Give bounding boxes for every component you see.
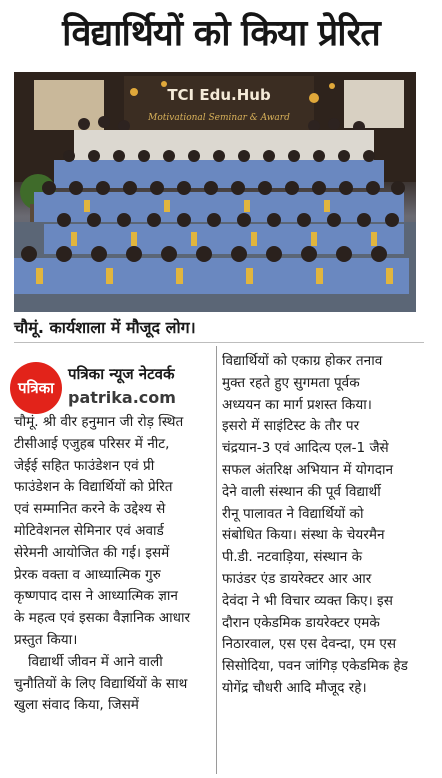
byline-url: patrika.com: [68, 388, 176, 407]
article-line: प्रस्तुत किया।: [14, 631, 78, 648]
article-line: खुला संवाद किया, जिसमें: [14, 697, 139, 714]
banner-text: TCI Edu.Hub: [167, 86, 271, 104]
article-line: चौमूं. श्री वीर हनुमान जी रोड़ स्थित: [14, 414, 184, 430]
banner-subtext: Motivational Seminar & Award: [148, 113, 290, 123]
article-line: के महत्व एवं इसका वैज्ञानिक आधार: [14, 610, 191, 627]
article-line: मुक्त रहते हुए सुगमता पूर्वक: [222, 374, 360, 391]
article-column-left: [14, 412, 214, 717]
article-line: चुनौतियों के लिए विद्यार्थियों के साथ: [14, 675, 188, 692]
column-divider: [216, 346, 217, 774]
article-line: देवंदा ने भी विचार व्यक्त किए। इस: [222, 592, 393, 609]
article-line: विद्यार्थी जीवन में आने वाली: [28, 653, 163, 670]
article-line: सफल अंतरिक्ष अभियान में योगदान: [222, 461, 394, 478]
article-line: देने वाली संस्थान की पूर्व विद्यार्थी: [222, 483, 381, 500]
patrika-badge-logo: पत्रिका: [10, 362, 62, 414]
article-line: सेरेमनी आयोजित की गई। इसमें: [14, 544, 170, 561]
article-line: मोटिवेशनल सेमिनार एवं अवार्ड: [14, 522, 164, 539]
article-line: सिसोदिया, पवन जांगिड़ एकेडमिक हेड: [222, 658, 408, 675]
article-line: योगेंद्र चौधरी आदि मौजूद रहे।: [222, 679, 367, 696]
article-line: पी.डी. नटवाड़िया, संस्थान के: [222, 549, 363, 566]
article-line: चंद्रयान-3 एवं आदित्य एल-1 जैसे: [222, 440, 389, 457]
article-line: कृष्णपाद दास ने आध्यात्मिक ज्ञान: [14, 588, 178, 605]
article-column-right: [222, 351, 422, 700]
article-line: इसरो में साइंटिस्ट के तौर पर: [222, 418, 360, 435]
article-line: दौरान एकेडमिक डायरेक्टर एमके: [222, 614, 380, 631]
article-line: अध्ययन का मार्ग प्रशस्त किया।: [222, 396, 372, 413]
photo-caption: चौमूं. कार्यशाला में मौजूद लोग।: [14, 318, 196, 337]
article-line: विद्यार्थियों को एकाग्र होकर तनाव: [222, 353, 383, 369]
article-line: निठारवाल, एस एस देवन्दा, एम एस: [222, 636, 397, 653]
article-line: फाउंडर एंड डायरेक्टर आर आर: [222, 570, 372, 587]
article-line: प्रेरक वक्ता व आध्यात्मिक गुरु: [14, 566, 161, 583]
article-line: फाउंडेशन के विद्यार्थियों को प्रेरित: [14, 479, 173, 496]
article-line: संबोधित किया। संस्था के चेयरमैन: [222, 527, 385, 544]
article-line: जेईई सहित फाउंडेशन एवं प्री: [14, 457, 155, 474]
byline-network: पत्रिका न्यूज नेटवर्क: [68, 365, 175, 383]
group-photo-illustration: [14, 72, 416, 312]
article-line: टीसीआई एजुहब परिसर में नीट,: [14, 435, 170, 452]
caption-divider: [14, 342, 424, 343]
news-photo: [14, 72, 416, 312]
article-line: रीनू पालावत ने विद्यार्थियों को: [222, 505, 364, 522]
article-line: एवं सम्मानित करने के उद्देश्य से: [14, 501, 166, 518]
headline: विद्यार्थियों को किया प्रेरित: [62, 11, 380, 54]
